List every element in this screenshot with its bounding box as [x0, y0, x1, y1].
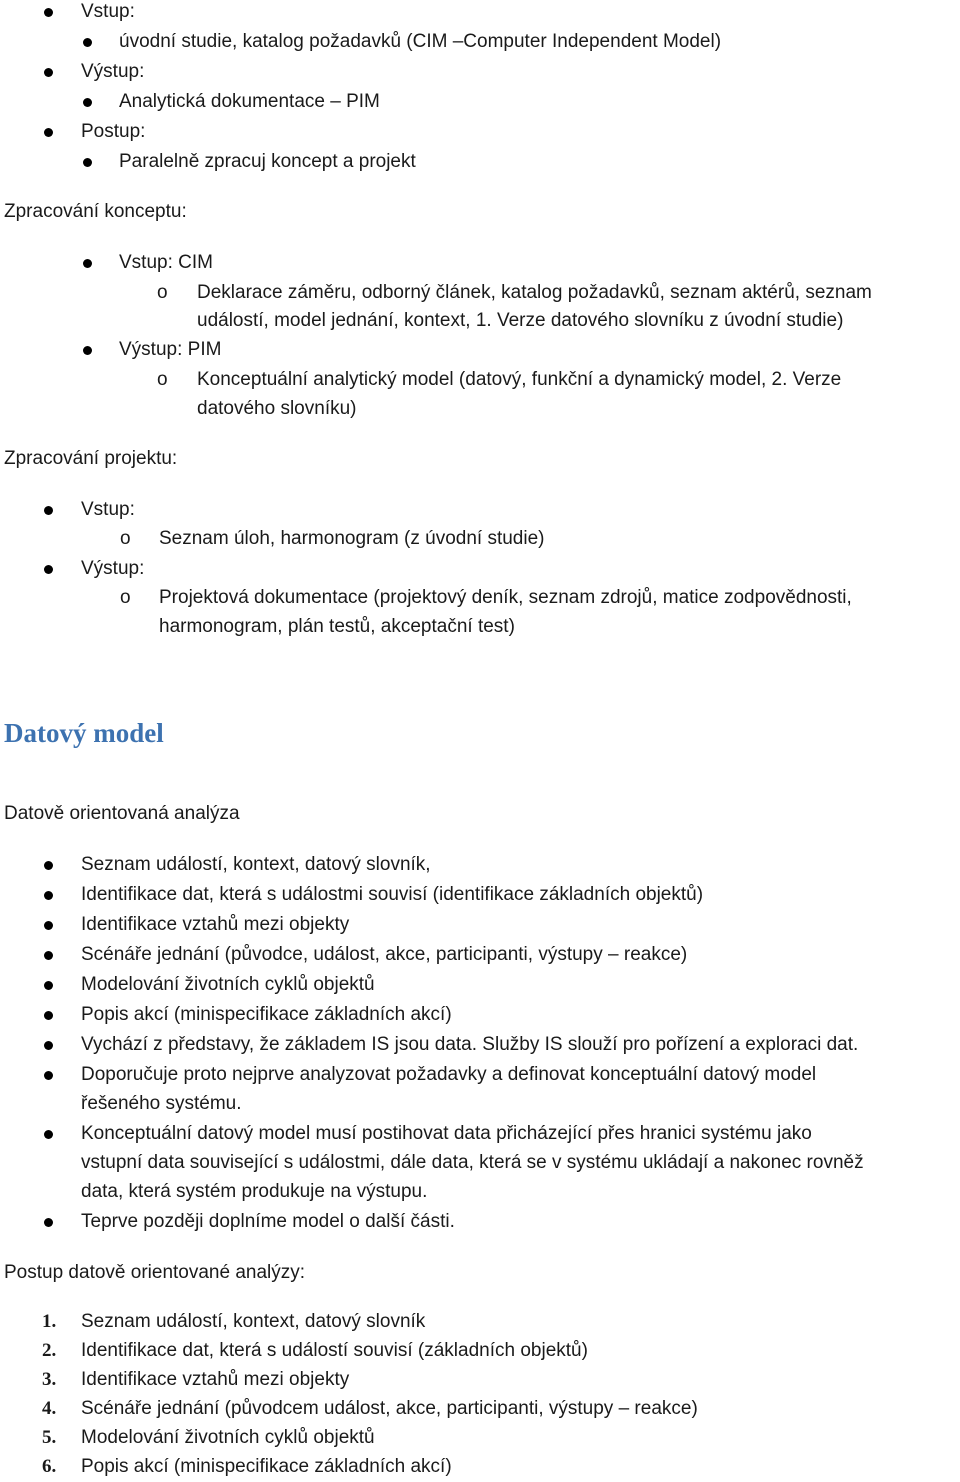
step-text: Identifikace vztahů mezi objekty	[81, 1369, 350, 1390]
list-item-continued: řešeného systému.	[81, 1093, 242, 1114]
list-label: Vstup:	[81, 499, 135, 520]
bullet-dot	[44, 981, 53, 990]
bullet-dot	[44, 951, 53, 960]
bullet-dot	[44, 565, 53, 574]
list-item: Seznam úloh, harmonogram (z úvodní studie)	[159, 528, 545, 549]
bullet-dot	[44, 8, 53, 17]
list-item: Konceptuální datový model musí postihovat data přicházející přes hranici systému jako	[81, 1123, 812, 1144]
bullet-dot	[83, 346, 92, 355]
bullet-dot	[83, 158, 92, 167]
list-item: Projektová dokumentace (projektový deník, seznam zdrojů, matice zodpovědnosti,	[159, 587, 852, 608]
step-number: 2.	[42, 1340, 57, 1361]
circle-bullet: o	[120, 587, 131, 608]
list-item: Identifikace dat, která s událostmi souvisí (identifikace základních objektů)	[81, 884, 704, 905]
circle-bullet: o	[157, 282, 168, 303]
step-number: 6.	[42, 1456, 57, 1477]
procedure-heading: Postup datově orientované analýzy:	[4, 1262, 306, 1283]
bullet-dot	[44, 1071, 53, 1080]
list-item: Scénáře jednání (původce, událost, akce, participanti, výstupy – reakce)	[81, 944, 688, 965]
step-text: Modelování životních cyklů objektů	[81, 1427, 375, 1448]
bullet-dot	[44, 1041, 53, 1050]
list-item: Vychází z představy, že základem IS jsou data. Služby IS slouží pro pořízení a exploraci dat.	[81, 1034, 859, 1055]
list-label: Vstup:	[81, 1, 135, 22]
circle-bullet: o	[157, 369, 168, 390]
step-text: Scénáře jednání (původcem událost, akce, participanti, výstupy – reakce)	[81, 1398, 698, 1419]
list-item: úvodní studie, katalog požadavků (CIM –Computer Independent Model)	[119, 31, 722, 52]
list-item-continued: data, která systém produkuje na výstupu.	[81, 1181, 428, 1202]
step-number: 5.	[42, 1427, 57, 1448]
step-number: 3.	[42, 1369, 57, 1390]
list-item: Popis akcí (minispecifikace základních akcí)	[81, 1004, 452, 1025]
bullet-dot	[44, 506, 53, 515]
section-title: Datový model	[4, 718, 164, 748]
bullet-dot	[83, 38, 92, 47]
project-heading: Zpracování projektu:	[4, 448, 178, 469]
list-item: Identifikace vztahů mezi objekty	[81, 914, 350, 935]
bullet-dot	[44, 861, 53, 870]
list-label: Vstup: CIM	[119, 252, 213, 273]
list-item: Seznam událostí, kontext, datový slovník,	[81, 854, 431, 875]
list-label: Výstup:	[81, 558, 145, 579]
bullet-dot	[44, 1218, 53, 1227]
list-item: Doporučuje proto nejprve analyzovat požadavky a definovat konceptuální datový model	[81, 1064, 817, 1085]
list-item: Konceptuální analytický model (datový, funkční a dynamický model, 2. Verze	[197, 369, 842, 390]
analysis-heading: Datově orientovaná analýza	[4, 803, 240, 824]
bullet-dot	[44, 1011, 53, 1020]
list-label: Výstup:	[81, 61, 145, 82]
step-text: Seznam událostí, kontext, datový slovník	[81, 1311, 426, 1332]
list-item: Paralelně zpracuj koncept a projekt	[119, 151, 416, 172]
step-text: Popis akcí (minispecifikace základních akcí)	[81, 1456, 452, 1477]
bullet-dot	[44, 128, 53, 137]
list-item: Modelování životních cyklů objektů	[81, 974, 375, 995]
bullet-dot	[44, 68, 53, 77]
list-item: Deklarace záměru, odborný článek, katalog požadavků, seznam aktérů, seznam	[197, 282, 872, 303]
list-item-continued: datového slovníku)	[197, 398, 357, 419]
bullet-dot	[44, 1130, 53, 1139]
list-label: Výstup: PIM	[119, 339, 222, 360]
circle-bullet: o	[120, 528, 131, 549]
step-text: Identifikace dat, která s událostí souvisí (základních objektů)	[81, 1340, 588, 1361]
step-number: 1.	[42, 1311, 57, 1332]
bullet-dot	[44, 921, 53, 930]
list-item: Analytická dokumentace – PIM	[119, 91, 380, 112]
list-item-continued: harmonogram, plán testů, akceptační test)	[159, 616, 515, 637]
list-label: Postup:	[81, 121, 146, 142]
list-item-continued: událostí, model jednání, kontext, 1. Verze datového slovníku z úvodní studie)	[197, 310, 844, 331]
list-item: Teprve později doplníme model o další části.	[81, 1211, 455, 1232]
bullet-dot	[83, 98, 92, 107]
bullet-dot	[44, 891, 53, 900]
step-number: 4.	[42, 1398, 57, 1419]
concept-heading: Zpracování konceptu:	[4, 201, 187, 222]
list-item-continued: vstupní data související s událostmi, dále data, která se v systému ukládají a nakonec rovněž	[81, 1152, 864, 1173]
bullet-dot	[83, 259, 92, 268]
